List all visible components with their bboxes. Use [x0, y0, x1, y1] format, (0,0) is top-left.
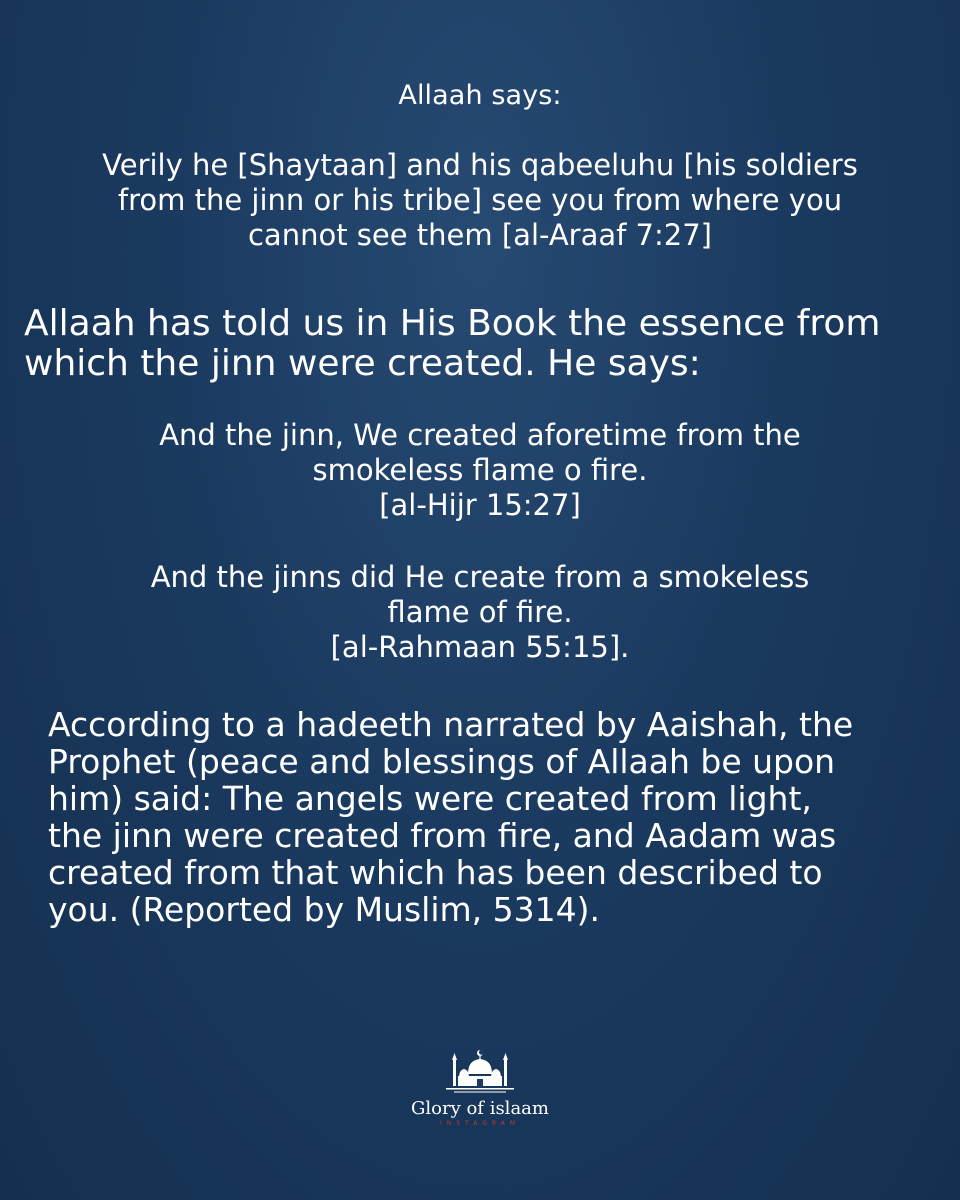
logo-subtitle: INSTAGRAM [439, 1120, 521, 1127]
paragraph-line: him) said: The angels were created from light, [48, 779, 812, 818]
paragraph-line: created from that which has been described to [48, 853, 823, 892]
verse-line: from the jinn or his tribe] see you from where you [117, 183, 843, 217]
intro-heading [0, 78, 960, 114]
quran-verse-araaf [60, 148, 900, 253]
verse-line: [al-Rahmaan 55:15]. [330, 630, 630, 664]
verse-line: [al-Hijr 15:27] [379, 488, 581, 522]
verse-line: And the jinn, We created aforetime from the [159, 418, 801, 452]
mosque-icon [442, 1048, 518, 1094]
verse-line: smokeless flame o fire. [312, 453, 648, 487]
paragraph-line: Prophet (peace and blessings of Allaah be upon [48, 742, 836, 781]
verse-line: Verily he [Shaytaan] and his qabeeluhu [his soldiers [102, 148, 858, 182]
hadeeth-paragraph [48, 706, 938, 928]
quran-verse-rahmaan [60, 560, 900, 665]
brand-logo [380, 1048, 580, 1138]
paragraph-line: you. (Reported by Muslim, 5314). [48, 890, 600, 929]
paragraph-line: According to a hadeeth narrated by Aaishah, the [48, 705, 854, 744]
verse-line: flame of fire. [387, 595, 573, 629]
intro-text: Allaah says: [398, 80, 562, 111]
essence-paragraph [24, 304, 944, 384]
logo-title: Glory of islaam [411, 1098, 549, 1119]
paragraph-line: which the jinn were created. He says: [24, 343, 701, 384]
paragraph-line: the jinn were created from fire, and Aadam was [48, 816, 837, 855]
verse-line: cannot see them [al-Araaf 7:27] [247, 218, 712, 252]
verse-line: And the jinns did He create from a smokeless [150, 560, 810, 594]
paragraph-line: Allaah has told us in His Book the essence from [24, 303, 881, 344]
quran-verse-hijr [60, 418, 900, 523]
